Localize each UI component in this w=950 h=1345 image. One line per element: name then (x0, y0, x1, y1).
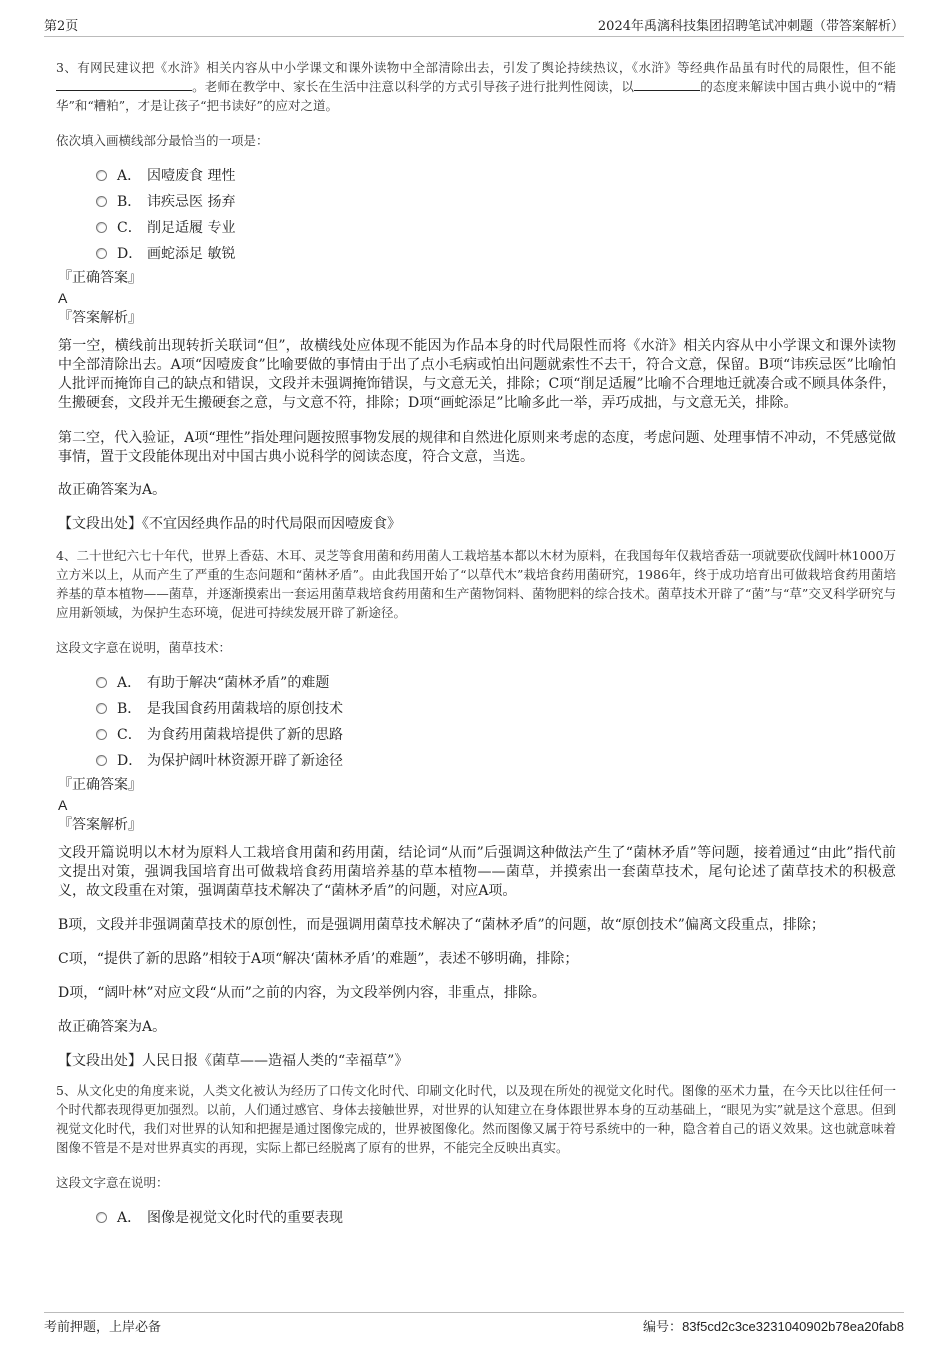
option-d[interactable]: D． 为保护阔叶林资源开辟了新途径 (56, 747, 896, 773)
question-stem: 4、二十世纪六七十年代，世界上香菇、木耳、灵芝等食用菌和药用菌人工栽培基本都以木材为原料，在我国每年仅栽培香菇一项就要砍伐阔叶林1000万立方米以上，从而产生了严重的生态问题和“菌林矛盾”。由此我国开始了“以草代木”栽培食药用菌研究，1986年，终于成功培育出可做栽培食药用菌培养基的草本植物——菌草，并逐渐摸索出一套运用菌草栽培食药用菌和生产菌物饲料、菌物肥料的综合技术。菌草技术开辟了“菌”与“草”交叉科学研究与应用新领域，为保护生态环境，促进可持续发展开辟了新途径。 (56, 548, 896, 620)
option-text: 为食药用菌栽培提供了新的思路 (147, 727, 343, 743)
correct-answer-value: A (58, 797, 68, 813)
radio-icon[interactable] (96, 755, 107, 766)
option-text: 图像是视觉文化时代的重要表现 (147, 1210, 343, 1226)
analysis-paragraph: 故正确答案为A。 (58, 1019, 167, 1035)
analysis-label: 『答案解析』 (58, 310, 142, 326)
option-text: 讳疾忌医 扬弃 (147, 194, 236, 210)
option-text: 为保护阔叶林资源开辟了新途径 (147, 753, 343, 769)
question-prompt: 这段文字意在说明： (56, 1175, 169, 1190)
option-text: 画蛇添足 敏锐 (147, 246, 236, 262)
option-list (56, 1204, 896, 1230)
page-content (56, 58, 896, 1230)
document-title: 2024年禹漓科技集团招聘笔试冲刺题（带答案解析） (597, 19, 904, 34)
document-code-label: 编号： (643, 1320, 683, 1335)
answer-analysis (56, 844, 896, 1037)
correct-answer-label: 『正确答案』 (58, 777, 142, 793)
radio-icon[interactable] (96, 222, 107, 233)
analysis-paragraph: 文段开篇说明以木材为原料人工栽培食用菌和药用菌，结论词“从而”后强调这种做法产生了“菌林矛盾”等问题，接着通过“由此”指代前文提出对策，强调我国培育出可做栽培食药用菌培养基的草本植物——菌草，并摸索出一套菌草技术，尾句论述了菌草技术的积极意义，故文段重在对策，强调菌草技术解决了“菌林矛盾”的问题，对应A项。 (58, 845, 896, 899)
document-code-value: 83f5cd2c3ce3231040902b78ea20fab8 (682, 1319, 904, 1334)
option-text: 因噎废食 理性 (147, 168, 236, 184)
option-b[interactable]: B． 是我国食药用菌栽培的原创技术 (56, 695, 896, 721)
radio-icon[interactable] (96, 1212, 107, 1223)
analysis-paragraph: B项，文段并非强调菌草技术的原创性，而是强调用菌草技术解决了“菌林矛盾”的问题，故“原创技术”偏离文段重点，排除； (58, 917, 825, 933)
question-5 (56, 1081, 896, 1230)
option-c[interactable]: C． 削足适履 专业 (56, 214, 896, 240)
question-3 (56, 58, 896, 534)
question-stem: 3、有网民建议把《水浒》相关内容从中小学课文和课外读物中全部清除出去，引发了舆论持续热议，《水浒》等经典作品虽有时代的局限性，但不能。老师在教学中、家长在生活中注意以科学的方式引导孩子进行批判性阅读，以 的态度来解读中国古典小说中的“精华”和“糟粕”，才是让孩子“把书读好”的应对之道。 (56, 60, 896, 113)
option-b[interactable]: B． 讳疾忌医 扬弃 (56, 188, 896, 214)
option-text: 是我国食药用菌栽培的原创技术 (147, 701, 343, 717)
page-number: 第2页 (44, 19, 79, 34)
text-source: 【文段出处】人民日报《菌草——造福人类的“幸福草”》 (58, 1053, 409, 1069)
answer-analysis (56, 337, 896, 500)
option-a[interactable]: A． 有助于解决“菌林矛盾”的难题 (56, 669, 896, 695)
analysis-paragraph: C项，“提供了新的思路”相较于A项“解决‘菌林矛盾’的难题”，表述不够明确，排除； (58, 951, 579, 967)
correct-answer-label: 『正确答案』 (58, 270, 142, 286)
option-d[interactable]: D． 画蛇添足 敏锐 (56, 240, 896, 266)
option-a[interactable]: A． 图像是视觉文化时代的重要表现 (56, 1204, 896, 1230)
question-stem: 5、从文化史的角度来说，人类文化被认为经历了口传文化时代、印刷文化时代，以及现在所处的视觉文化时代。图像的巫术力量，在今天比以往任何一个时代都表现得更加强烈。以前，人们通过感官、身体去接触世界，对世界的认知建立在身体跟世界本身的互动基础上，“眼见为实”就是这个意思。但到视觉文化时代，我们对世界的认知和把握是通过图像完成的，世界被图像化。然而图像又属于符号系统中的一种，隐含着自己的语义效果。这也就意味着图像不管是不是对世界真实的再现，实际上都已经脱离了原有的世界，不能完全反映出真实。 (56, 1083, 896, 1155)
correct-answer-value: A (58, 290, 68, 306)
footer-slogan: 考前押题，上岸必备 (44, 1320, 162, 1335)
radio-icon[interactable] (96, 729, 107, 740)
text-source: 【文段出处】《不宜因经典作品的时代局限而因噎废食》 (58, 516, 401, 532)
analysis-paragraph: 第二空，代入验证，A项“理性”指处理问题按照事物发展的规律和自然进化原则来考虑的态度，考虑问题、处理事情不冲动，不凭感觉做事情，置于文段能体现出对中国古典小说科学的阅读态度，符合文意，当选。 (58, 430, 896, 465)
option-list (56, 162, 896, 266)
radio-icon[interactable] (96, 703, 107, 714)
radio-icon[interactable] (96, 248, 107, 259)
document-code (643, 1316, 904, 1335)
page-footer (44, 1312, 904, 1335)
fill-blank-2 (634, 78, 700, 91)
question-prompt: 依次填入画横线部分最恰当的一项是： (56, 133, 269, 148)
option-list (56, 669, 896, 773)
analysis-label: 『答案解析』 (58, 817, 142, 833)
radio-icon[interactable] (96, 170, 107, 181)
radio-icon[interactable] (96, 196, 107, 207)
question-4 (56, 546, 896, 1071)
analysis-paragraph: 第一空，横线前出现转折关联词“但”，故横线处应体现不能因为作品本身的时代局限性而将《水浒》相关内容从中小学课文和课外读物中全部清除出去。A项“因噎废食”比喻要做的事情由于出了点小毛病或怕出问题就索性不去干，符合文意，保留。B项“讳疾忌医”比喻怕人批评而掩饰自己的缺点和错误，文段并未强调掩饰错误，与文意无关，排除；C项“削足适履”比喻不合理地迁就凑合或不顾具体条件，生搬硬套，文段并无生搬硬套之意，与文意不符，排除；D项“画蛇添足”比喻多此一举，弄巧成拙，与文意无关，排除。 (58, 338, 896, 411)
page-header (44, 12, 904, 37)
question-prompt: 这段文字意在说明，菌草技术： (56, 640, 232, 655)
option-a[interactable]: A． 因噎废食 理性 (56, 162, 896, 188)
option-text: 有助于解决“菌林矛盾”的难题 (147, 675, 330, 691)
option-c[interactable]: C． 为食药用菌栽培提供了新的思路 (56, 721, 896, 747)
fill-blank-1 (56, 78, 192, 91)
analysis-paragraph: 故正确答案为A。 (58, 482, 167, 498)
radio-icon[interactable] (96, 677, 107, 688)
option-text: 削足适履 专业 (147, 220, 236, 236)
analysis-paragraph: D项，“阔叶林”对应文段“从而”之前的内容，为文段举例内容，非重点，排除。 (58, 985, 546, 1001)
